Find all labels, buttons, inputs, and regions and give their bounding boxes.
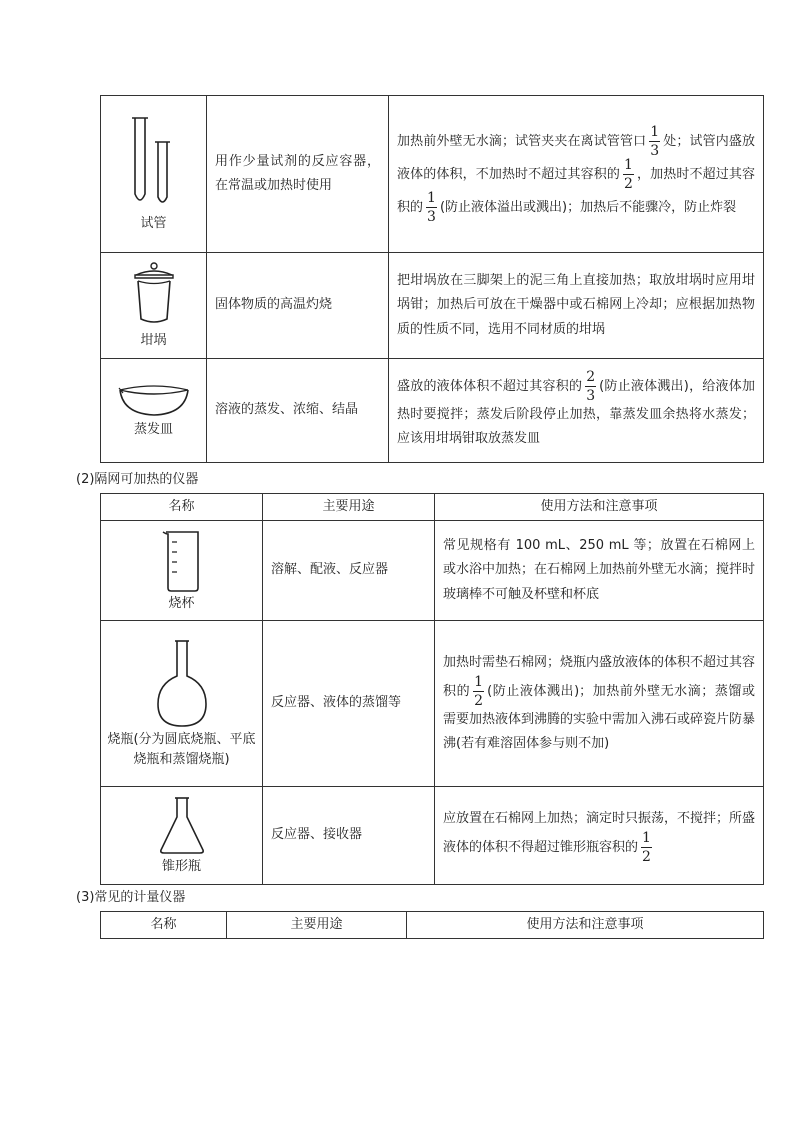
- round-flask-cell: [101, 621, 263, 787]
- instrument-use: 溶液的蒸发、浓缩、结晶: [207, 359, 389, 463]
- crucible-cell: [101, 253, 207, 359]
- col-header-use: 主要用途: [227, 912, 407, 939]
- instrument-use: 固体物质的高温灼烧: [207, 253, 389, 359]
- instrument-name: 烧瓶(分为圆底烧瓶、平底烧瓶和蒸馏烧瓶): [107, 732, 256, 767]
- round-flask-icon: [152, 638, 212, 730]
- instrument-name: 试管: [140, 216, 167, 232]
- beaker-cell: [101, 521, 263, 621]
- fraction: $\frac{2}{3}$: [586, 368, 596, 404]
- instrument-note: 把坩埚放在三脚架上的泥三角上直接加热；取放坩埚时应用坩埚钳；加热后可放在干燥器中或石棉网上冷却；应根据加热物质的性质不同，选用不同材质的坩埚: [389, 253, 764, 359]
- instrument-use: 反应器、接收器: [263, 787, 435, 885]
- instrument-note: 加热前外壁无水滴；试管夹夹在离试管管口 $\frac{1}{3}$ 处；试管内盛放液体的体积，不加热时不超过其容积的 $\frac{1}{2}$ ，加热时不超过其容积的 $\frac{1}{3}$ (防止液体溢出或溅出)；加热后不能骤冷，防止炸裂: [389, 96, 764, 253]
- table-row: [101, 253, 764, 359]
- instrument-use: 用作少量试剂的反应容器，在常温或加热时使用: [207, 96, 389, 253]
- beaker-icon: [160, 528, 204, 594]
- instrument-use: 反应器、液体的蒸馏等: [263, 621, 435, 787]
- fraction: $\frac{1}{3}$: [650, 123, 660, 159]
- table-top-instruments: [100, 95, 764, 463]
- fraction: $\frac{1}{2}$: [642, 830, 651, 866]
- crucible-icon: [129, 261, 179, 331]
- instrument-name: 蒸发皿: [133, 421, 173, 437]
- col-header-name: 名称: [101, 912, 227, 939]
- instrument-name: 烧杯: [168, 595, 195, 611]
- instrument-note: 盛放的液体体积不超过其容积的 $\frac{2}{3}$ (防止液体溅出)，给液体加热时要搅拌；蒸发后阶段停止加热，靠蒸发皿余热将水蒸发；应该用坩埚钳取放蒸发皿: [389, 359, 764, 463]
- table-row: [101, 621, 764, 787]
- section-heading-2: (2)隔网可加热的仪器: [76, 472, 199, 487]
- table-measuring-instruments: [100, 911, 764, 939]
- table-row: [101, 96, 764, 253]
- col-header-use: 主要用途: [263, 494, 435, 521]
- conical-flask-cell: [101, 787, 263, 885]
- instrument-note: 加热时需垫石棉网；烧瓶内盛放液体的体积不超过其容积的 $\frac{1}{2}$ (防止液体溅出)；加热前外壁无水滴；蒸馏或需要加热液体到沸腾的实验中需加入沸石或碎瓷片防暴沸(若有难溶固体参与则不加): [435, 621, 764, 787]
- instrument-note: 应放置在石棉网上加热；滴定时只振荡，不搅拌；所盛液体的体积不得超过锥形瓶容积的 $\frac{1}{2}$: [435, 787, 764, 885]
- instrument-name: 锥形瓶: [161, 858, 201, 874]
- col-header-notes: 使用方法和注意事项: [435, 494, 764, 521]
- test-tube-cell: [101, 96, 207, 253]
- table-header-row: [101, 912, 764, 939]
- instrument-note: 常见规格有 100 mL、250 mL 等；放置在石棉网上或水浴中加热；在石棉网上加热前外壁无水滴；搅拌时玻璃棒不可触及杯壁和杯底: [435, 521, 764, 621]
- col-header-notes: 使用方法和注意事项: [407, 912, 764, 939]
- fraction: $\frac{1}{3}$: [427, 189, 436, 225]
- instrument-use: 溶解、配液、反应器: [263, 521, 435, 621]
- test-tube-icon: [124, 114, 184, 214]
- evaporating-dish-cell: [101, 359, 207, 463]
- table-row: [101, 521, 764, 621]
- table-header-row: [101, 494, 764, 521]
- col-header-name: 名称: [101, 494, 263, 521]
- instrument-name: 坩埚: [140, 332, 167, 348]
- fraction: $\frac{1}{2}$: [624, 156, 633, 192]
- table-row: [101, 787, 764, 885]
- section-heading-3: (3)常见的计量仪器: [76, 890, 186, 905]
- fraction: $\frac{1}{2}$: [474, 673, 484, 709]
- table-mesh-heating-instruments: [100, 493, 764, 885]
- table-row: [101, 359, 764, 463]
- conical-flask-icon: [156, 795, 208, 857]
- evaporating-dish-icon: [117, 382, 191, 420]
